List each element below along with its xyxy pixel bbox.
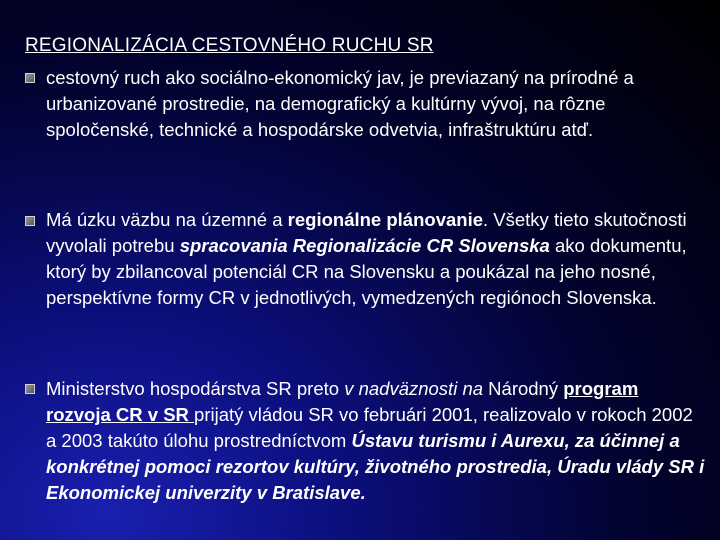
text-segment: . Všetky tieto skutočnosti vyvolali potrebu <box>46 209 687 256</box>
text-segment: Ministerstvo hospodárstva SR preto <box>46 378 345 399</box>
text-segment: Národný <box>483 378 564 399</box>
square-bullet-icon <box>25 216 35 226</box>
bullet-text <box>46 376 705 506</box>
emphasis-bold-underline: program rozvoja CR v SR <box>46 378 639 425</box>
bullet-item-1 <box>25 65 705 143</box>
bullet-item-2 <box>25 207 705 311</box>
bullet-text: cestovný ruch ako sociálno-ekonomický jav, je previazaný na prírodné a urbanizované prostredie, na demografický a kultúrny vývoj, na rôzne spoločenské, technické a hospodárske odvetvia, infraštruktúru atď. <box>46 67 634 140</box>
bullet-item-3 <box>25 376 705 506</box>
square-bullet-icon <box>25 73 35 83</box>
emphasis-bold-italic: Ústavu turismu i Aurexu, za účinnej a konkrétnej pomoci rezortov kultúry, životného prostredia, Úradu vlády SR i Ekonomickej univerzity v Bratislave. <box>46 430 705 503</box>
slide-title: REGIONALIZÁCIA CESTOVNÉHO RUCHU SR <box>25 35 434 56</box>
emphasis-italic: v nadväznosti na <box>344 378 484 399</box>
emphasis-bold: regionálne plánovanie <box>287 209 483 230</box>
square-bullet-icon <box>25 384 35 394</box>
text-segment: ako dokumentu, ktorý by zbilancoval potenciál CR na Slovensku a poukázal na jeho nosné, perspektívne formy CR v jednotlivých, vymedzených regiónoch Slovenska. <box>46 235 687 308</box>
text-segment: prijatý vládou SR vo februári 2001, realizovalo v rokoch 2002 a 2003 takúto úlohu prostredníctvom <box>46 404 693 451</box>
emphasis-bold-italic: spracovania Regionalizácie CR Slovenska <box>179 235 550 256</box>
text-segment: Má úzku väzbu na územné a <box>46 209 288 230</box>
bullet-text <box>46 207 705 311</box>
